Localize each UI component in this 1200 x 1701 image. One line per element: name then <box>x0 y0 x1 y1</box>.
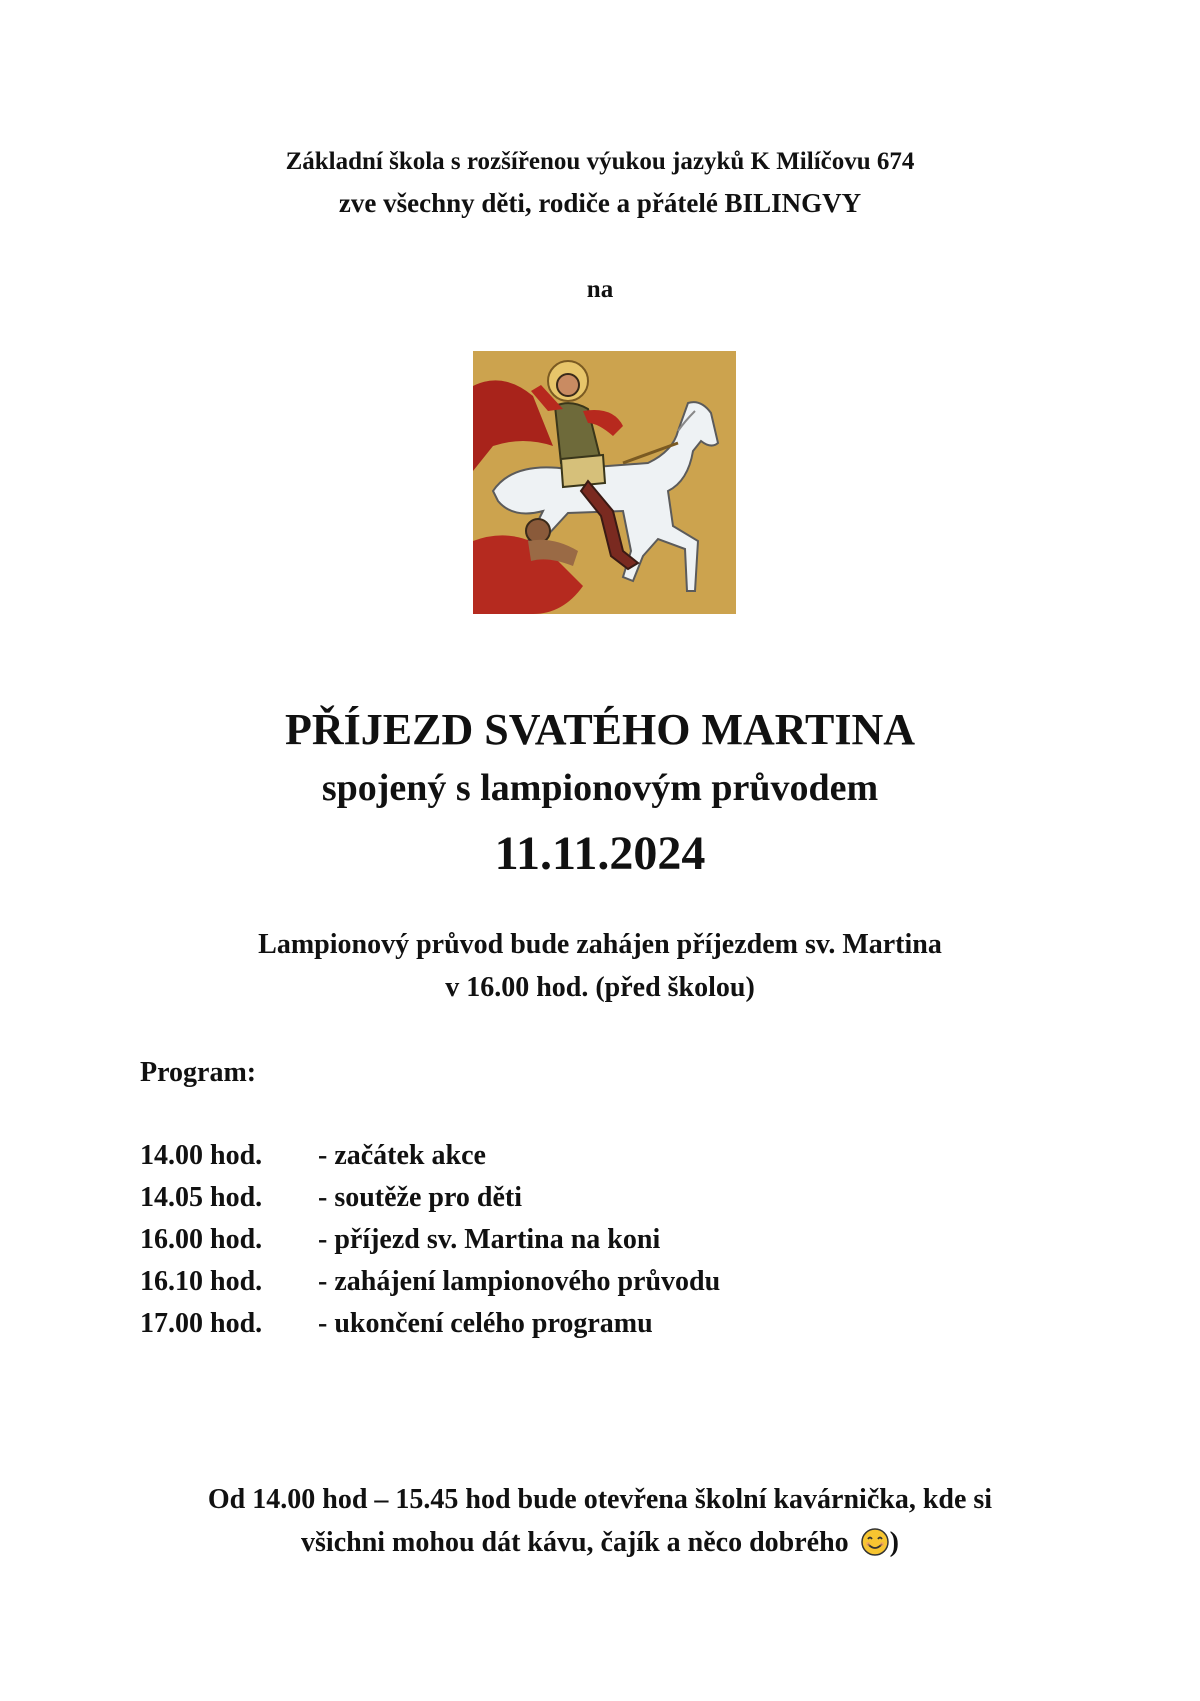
program-item <box>140 1140 720 1182</box>
invitation-line: zve všechny děti, rodiče a přátelé BILINGVY <box>338 188 862 218</box>
program-text: - soutěže pro děti <box>318 1182 522 1213</box>
program-time: 16.10 hod. <box>140 1266 263 1297</box>
event-date: 11.11.2024 <box>494 827 706 880</box>
program-time: 17.00 hod. <box>140 1308 263 1339</box>
program-text: - zahájení lampionového průvodu <box>318 1266 721 1297</box>
na-word: na <box>586 276 614 303</box>
program-heading: Program: <box>140 1057 257 1088</box>
cafe-line-1: Od 14.00 hod – 15.45 hod bude otevřena školní kavárnička, kde si <box>207 1484 993 1515</box>
program-text: - příjezd sv. Martina na koni <box>318 1224 661 1255</box>
program-item <box>140 1224 720 1266</box>
saint-martin-picture <box>473 351 736 614</box>
school-name-line: Základní škola s rozšířenou výukou jazyků K Milíčovu 674 <box>285 148 915 175</box>
program-time: 14.05 hod. <box>140 1182 263 1213</box>
info-line-2: v 16.00 hod. (před školou) <box>445 972 755 1003</box>
program-item <box>140 1308 720 1350</box>
cafe-line-2 <box>0 1527 1200 1565</box>
program-text: - začátek akce <box>318 1140 486 1171</box>
event-title: PŘÍJEZD SVATÉHO MARTINA <box>284 705 916 754</box>
program-time: 14.00 hod. <box>140 1140 263 1171</box>
smiley-icon <box>860 1527 890 1565</box>
event-subtitle: spojený s lampionovým průvodem <box>321 767 879 809</box>
program-list <box>140 1140 720 1350</box>
cafe-line-2-text: všichni mohou dát kávu, čajík a něco dobrého <box>301 1527 849 1558</box>
program-item <box>140 1182 720 1224</box>
program-item <box>140 1266 720 1308</box>
info-line-1: Lampionový průvod bude zahájen příjezdem sv. Martina <box>258 929 942 960</box>
saint-martin-icon <box>473 351 736 614</box>
cafe-line-2-end: ) <box>889 1527 899 1558</box>
program-text: - ukončení celého programu <box>318 1308 653 1339</box>
program-time: 16.00 hod. <box>140 1224 263 1255</box>
